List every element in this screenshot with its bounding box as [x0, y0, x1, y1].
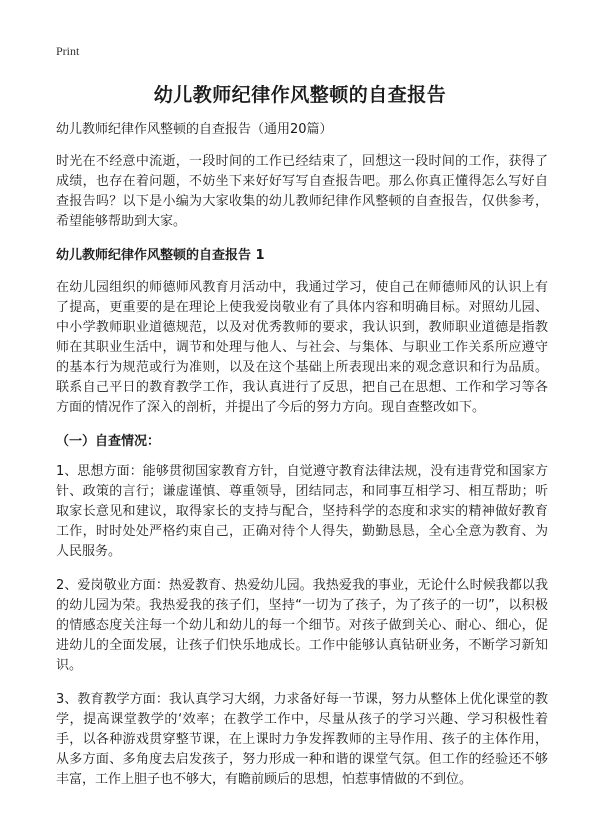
document-subtitle: 幼儿教师纪律作风整顿的自查报告（通用20篇） — [56, 122, 333, 137]
page-title: 幼儿教师纪律作风整顿的自查报告 — [153, 84, 447, 106]
sub-heading: （一）自查情况： — [56, 434, 161, 449]
list-item-thought: 1、思想方面：能够贯彻国家教育方针，自觉遵守教育法律法规，没有违背党和国家方针、政策的言行；谦虚谨慎、尊重领导，团结同志，和同事互相学习、相互帮助；听取家长意见和建议，取得家长的支持与配合，坚持科学的态度和求实的精神做好教育工作，时时处处严格约束自己，正确对待个人得失，勤勤恳恳，全心全意为教育、为人民服务。 — [56, 464, 548, 559]
print-link[interactable]: Print — [56, 44, 80, 58]
document-body — [56, 120, 548, 804]
list-item-teaching: 3、教育教学方面：我认真学习大纲，力求备好每一节课，努力从整体上优化课堂的教学，提高课堂教学的‘效率；在教学工作中，尽量从孩子的学习兴趣、学习积极性着手，以各种游戏贯穿整节课，在上课时力争发挥教师的主导作用、孩子的主体作用，从多方面、多角度去启发孩子，努力形成一种和谐的课堂气氛。但工作的经验还不够丰富，工作上胆子也不够大，有瞻前顾后的思想，怕惹事情做的不到位。 — [56, 692, 548, 787]
section-heading: 幼儿教师纪律作风整顿的自查报告 1 — [56, 248, 265, 263]
intro-paragraph: 时光在不经意中流逝，一段时间的工作已经结束了，回想这一段时间的工作，获得了成绩，也存在着问题，不妨坐下来好好写写自查报告吧。那么你真正懂得怎么写好自查报告吗？以下是小编为大家收集的幼儿教师纪律作风整顿的自查报告，仅供参考，希望能够帮助到大家。 — [56, 154, 548, 229]
list-item-dedication: 2、爱岗敬业方面：热爱教育、热爱幼儿园。我热爱我的事业，无论什么时候我都以我的幼儿园为荣。我热爱我的孩子们，坚持“一切为了孩子，为了孩子的一切”，以积极的情感态度关注每一个幼儿和幼儿的每一个细节。对孩子做到关心、耐心、细心，促进幼儿的全面发展，让孩子们快乐地成长。工作中能够认真钻研业务，不断学习新知识。 — [56, 578, 548, 673]
section-intro-paragraph: 在幼儿园组织的师德师风教育月活动中，我通过学习，使自己在师德师风的认识上有了提高，更重要的是在理论上使我爱岗敬业有了具体内容和明确目标。对照幼儿园、中小学教师职业道德规范，以及对优秀教师的要求，我认识到，教师职业道德是指教师在其职业生活中，调节和处理与他人、与社会、与集体、与职业工作关系所应遵守的基本行为规范或行为准则，以及在这个基础上所表现出来的观念意识和行为品质。联系自己平日的教育教学工作，我认真进行了反思，把自己在思想、工作和学习等各方面的情况作了深入的剖析，并提出了今后的努力方向。现自查整改如下。 — [56, 280, 548, 415]
